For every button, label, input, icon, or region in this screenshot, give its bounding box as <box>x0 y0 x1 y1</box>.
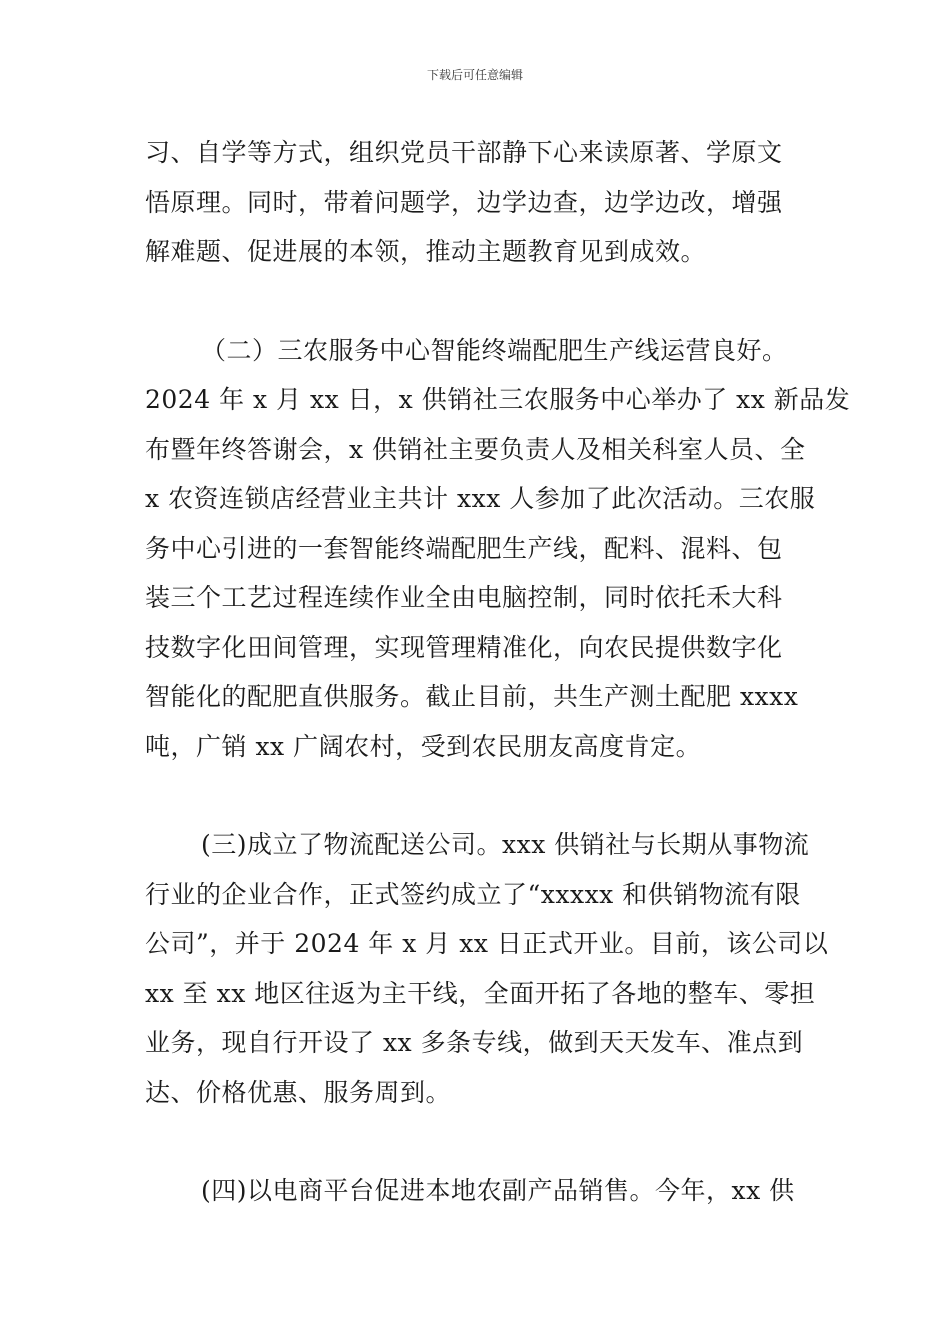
section-heading-line: (三)成立了物流配送公司。xxx 供销社与长期从事物流 <box>201 830 810 859</box>
text-line: 布暨年终答谢会，x 供销社主要负责人及相关科室人员、全 <box>145 434 806 464</box>
page-header: 下载后可任意编辑 <box>426 68 523 82</box>
text-line: 吨，广销 xx 广阔农村，受到农民朋友高度肯定。 <box>145 731 702 761</box>
text-line: x 农资连锁店经营业主共计 xxx 人参加了此次活动。三农服 <box>145 484 816 513</box>
paragraph-1 <box>145 128 810 277</box>
text-line: 行业的企业合作，正式签约成立了“xxxxx 和供销物流有限 <box>145 879 801 909</box>
text-line: 务中心引进的一套智能终端配肥生产线，配料、混料、包 <box>145 533 783 563</box>
section-heading-line: (四)以电商平台促进本地农副产品销售。今年，xx 供 <box>201 1176 795 1205</box>
paragraph-4 <box>145 1166 810 1216</box>
text-line: 习、自学等方式，组织党员干部静下心来读原著、学原文 <box>145 138 783 167</box>
text-line: 技数字化田间管理，实现管理精准化，向农民提供数字化 <box>145 632 783 662</box>
text-line: 业务，现自行开设了 xx 多条专线，做到天天发车、准点到 <box>145 1028 804 1057</box>
text-line: 2024 年 x 月 xx 日，x 供销社三农服务中心举办了 xx 新品发 <box>145 385 851 414</box>
text-line: xx 至 xx 地区往返为主干线，全面开拓了各地的整车、零担 <box>145 978 816 1008</box>
text-line: 装三个工艺过程连续作业全由电脑控制，同时依托禾大科 <box>145 583 783 612</box>
paragraph-2 <box>145 326 851 772</box>
text-line: 悟原理。同时，带着问题学，边学边查，边学边改，增强 <box>145 187 783 217</box>
text-line: 解难题、促进展的本领，推动主题教育见到成效。 <box>145 237 707 266</box>
document-body <box>145 128 851 1216</box>
section-heading-line: （二）三农服务中心智能终端配肥生产线运营良好。 <box>201 335 788 365</box>
text-line: 智能化的配肥直供服务。截止目前，共生产测土配肥 xxxx <box>145 682 799 711</box>
paragraph-3 <box>145 820 829 1117</box>
text-line: 达、价格优惠、服务周到。 <box>145 1077 452 1107</box>
text-line: 公司”，并于 2024 年 x 月 xx 日正式开业。目前，该公司以 <box>145 929 829 958</box>
